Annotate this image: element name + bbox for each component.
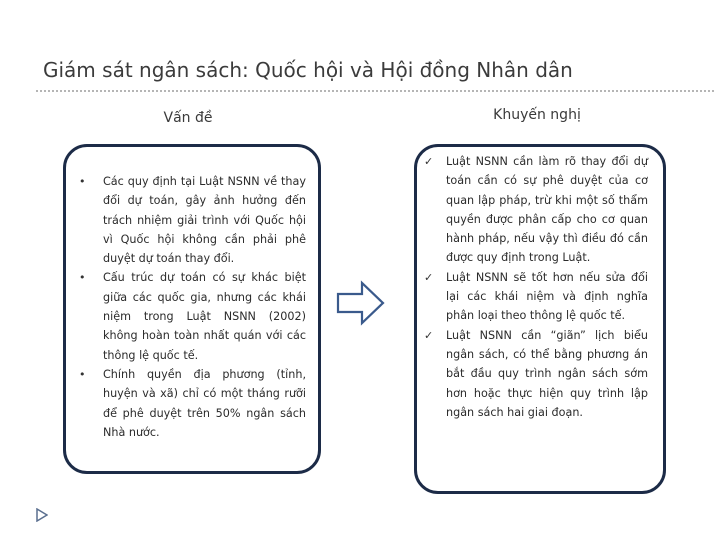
title-divider — [36, 90, 714, 92]
list-item — [424, 326, 648, 422]
recommendation-text: Luật NSNN cần làm rõ thay đổi dự toán cần có sự phê duyệt của cơ quan lập pháp, trừ khi một số thẩm quyền được phân cấp cho cơ quan hành pháp, nếu vậy thì điều đó cần được quy định trong Luật. — [446, 155, 648, 265]
recommendation-text: Luật NSNN sẽ tốt hơn nếu sửa đổi lại các khái niệm và định nghĩa phân loại theo thông lệ quốc tế. — [446, 270, 648, 323]
issue-text: Chính quyền địa phương (tỉnh, huyện và xã) chỉ có một tháng rưỡi để phê duyệt trên 50% ngân sách Nhà nước. — [103, 367, 306, 439]
issue-text: Các quy định tại Luật NSNN về thay đổi dự toán, gây ảnh hưởng đến trách nhiệm giải trình với Quốc hội vì Quốc hội không cần phải phê duyệt dự toán thay đổi. — [103, 175, 306, 266]
right-arrow-outline-icon — [336, 280, 386, 326]
issues-heading: Vấn đề — [163, 110, 213, 126]
bullet-dot-icon: • — [79, 175, 86, 188]
list-item — [79, 268, 306, 364]
issues-list — [79, 172, 306, 442]
recommendations-list — [424, 152, 648, 422]
slide-title: Giám sát ngân sách: Quốc hội và Hội đồng Nhân dân — [43, 58, 573, 82]
checkmark-icon: ✓ — [424, 270, 434, 284]
recommendation-text: Luật NSNN cần “giãn” lịch biểu ngân sách, có thể bằng phương án bắt đầu quy trình ngân sách sớm hơn hoặc thực hiện quy trình lập ngân sách hai giai đoạn. — [446, 328, 648, 419]
bullet-dot-icon: • — [79, 367, 86, 381]
issue-text: Cấu trúc dự toán có sự khác biệt giữa các quốc gia, nhưng các khái niệm trong Luật NSNN (2002) không hoàn toàn nhất quán với các thông lệ quốc tế. — [103, 271, 306, 362]
bullet-dot-icon: • — [79, 271, 86, 285]
checkmark-icon: ✓ — [424, 328, 434, 342]
checkmark-icon: ✓ — [424, 155, 434, 168]
list-item — [79, 365, 306, 442]
recommendations-heading: Khuyến nghị — [493, 107, 581, 123]
play-triangle-icon — [36, 507, 48, 521]
list-item — [79, 172, 306, 268]
list-item — [424, 268, 648, 326]
list-item — [424, 152, 648, 268]
